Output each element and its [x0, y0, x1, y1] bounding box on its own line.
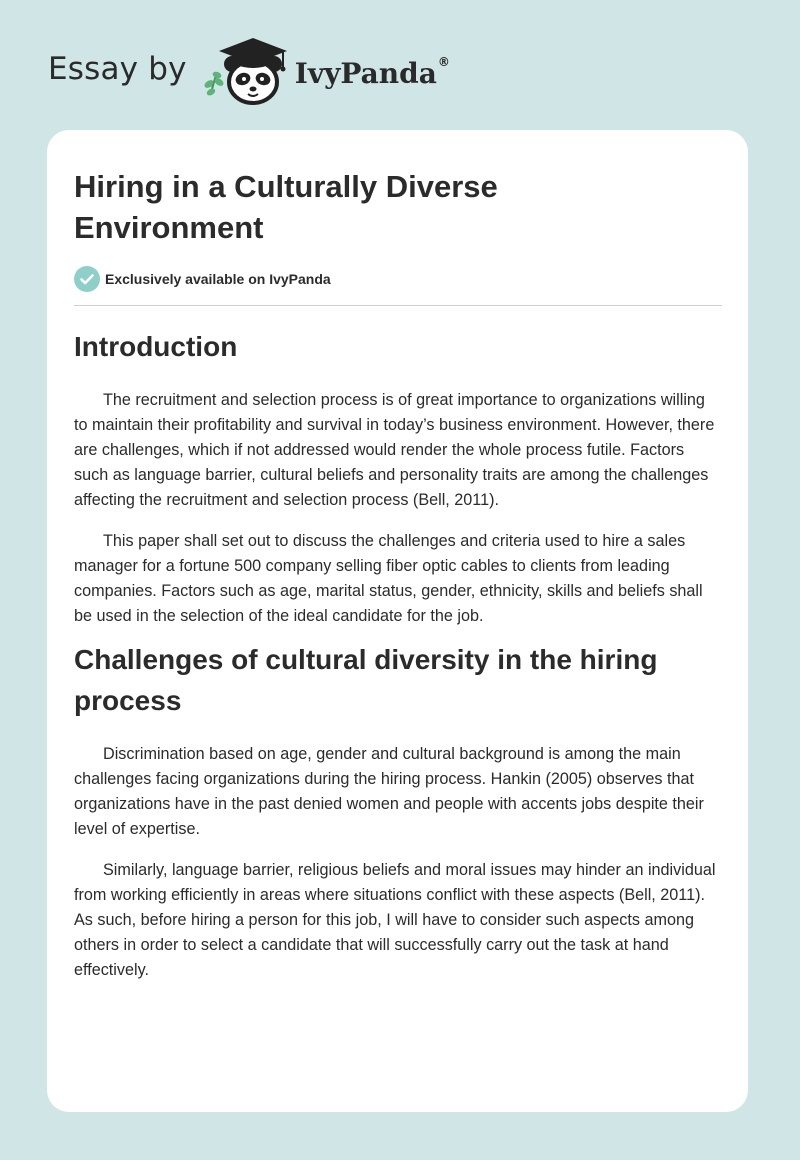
body-paragraph: Discrimination based on age, gender and cultural background is among the main challenges facing organizations during the hiring process. Hankin (2005) observes that organizations have in the past denied women and people with accents jobs despite their level of expertise.: [74, 745, 704, 838]
registered-mark: ®: [437, 54, 450, 69]
essay-card: [47, 130, 748, 1112]
panda-graduation-cap-icon[interactable]: [201, 34, 293, 106]
section-heading: Introduction: [74, 331, 238, 362]
exclusive-badge: [74, 266, 722, 292]
section-heading: Challenges of cultural diversity in the hiring process: [74, 644, 658, 716]
body-paragraph: Similarly, language barrier, religious beliefs and moral issues may hinder an individual from working efficiently in areas where situations conflict with these aspects (Bell, 2011). As such, before hiring a person for this job, I will have to consider such aspects among others in order to select a candidate that will successfully carry out the task at hand effectively.: [74, 861, 716, 979]
section-challenges: [74, 639, 722, 983]
check-circle-icon: [74, 266, 100, 292]
essay-by-label: Essay by: [48, 51, 187, 87]
page-title: Hiring in a Culturally Diverse Environment: [74, 169, 498, 245]
body-paragraph: This paper shall set out to discuss the challenges and criteria used to hire a sales manager for a fortune 500 company selling fiber optic cables to clients from leading companies. Factors such as age, marital status, gender, ethnicity, skills and beliefs shall be used in the selection of the ideal candidate for the job.: [74, 532, 703, 625]
brand-name-text: IvyPanda: [294, 56, 437, 90]
exclusive-badge-text: Exclusively available on IvyPanda: [105, 271, 331, 287]
section-introduction: [74, 326, 722, 629]
title-divider: [74, 305, 722, 306]
body-paragraph: The recruitment and selection process is of great importance to organizations willing to maintain their profitability and survival in today’s business environment. However, there are challenges, which if not addressed would render the whole process futile. Factors such as language barrier, cultural beliefs and personality traits are among the challenges affecting the recruitment and selection process (Bell, 2011).: [74, 391, 715, 509]
site-header: [48, 34, 450, 106]
ivypanda-wordmark[interactable]: [294, 54, 450, 90]
